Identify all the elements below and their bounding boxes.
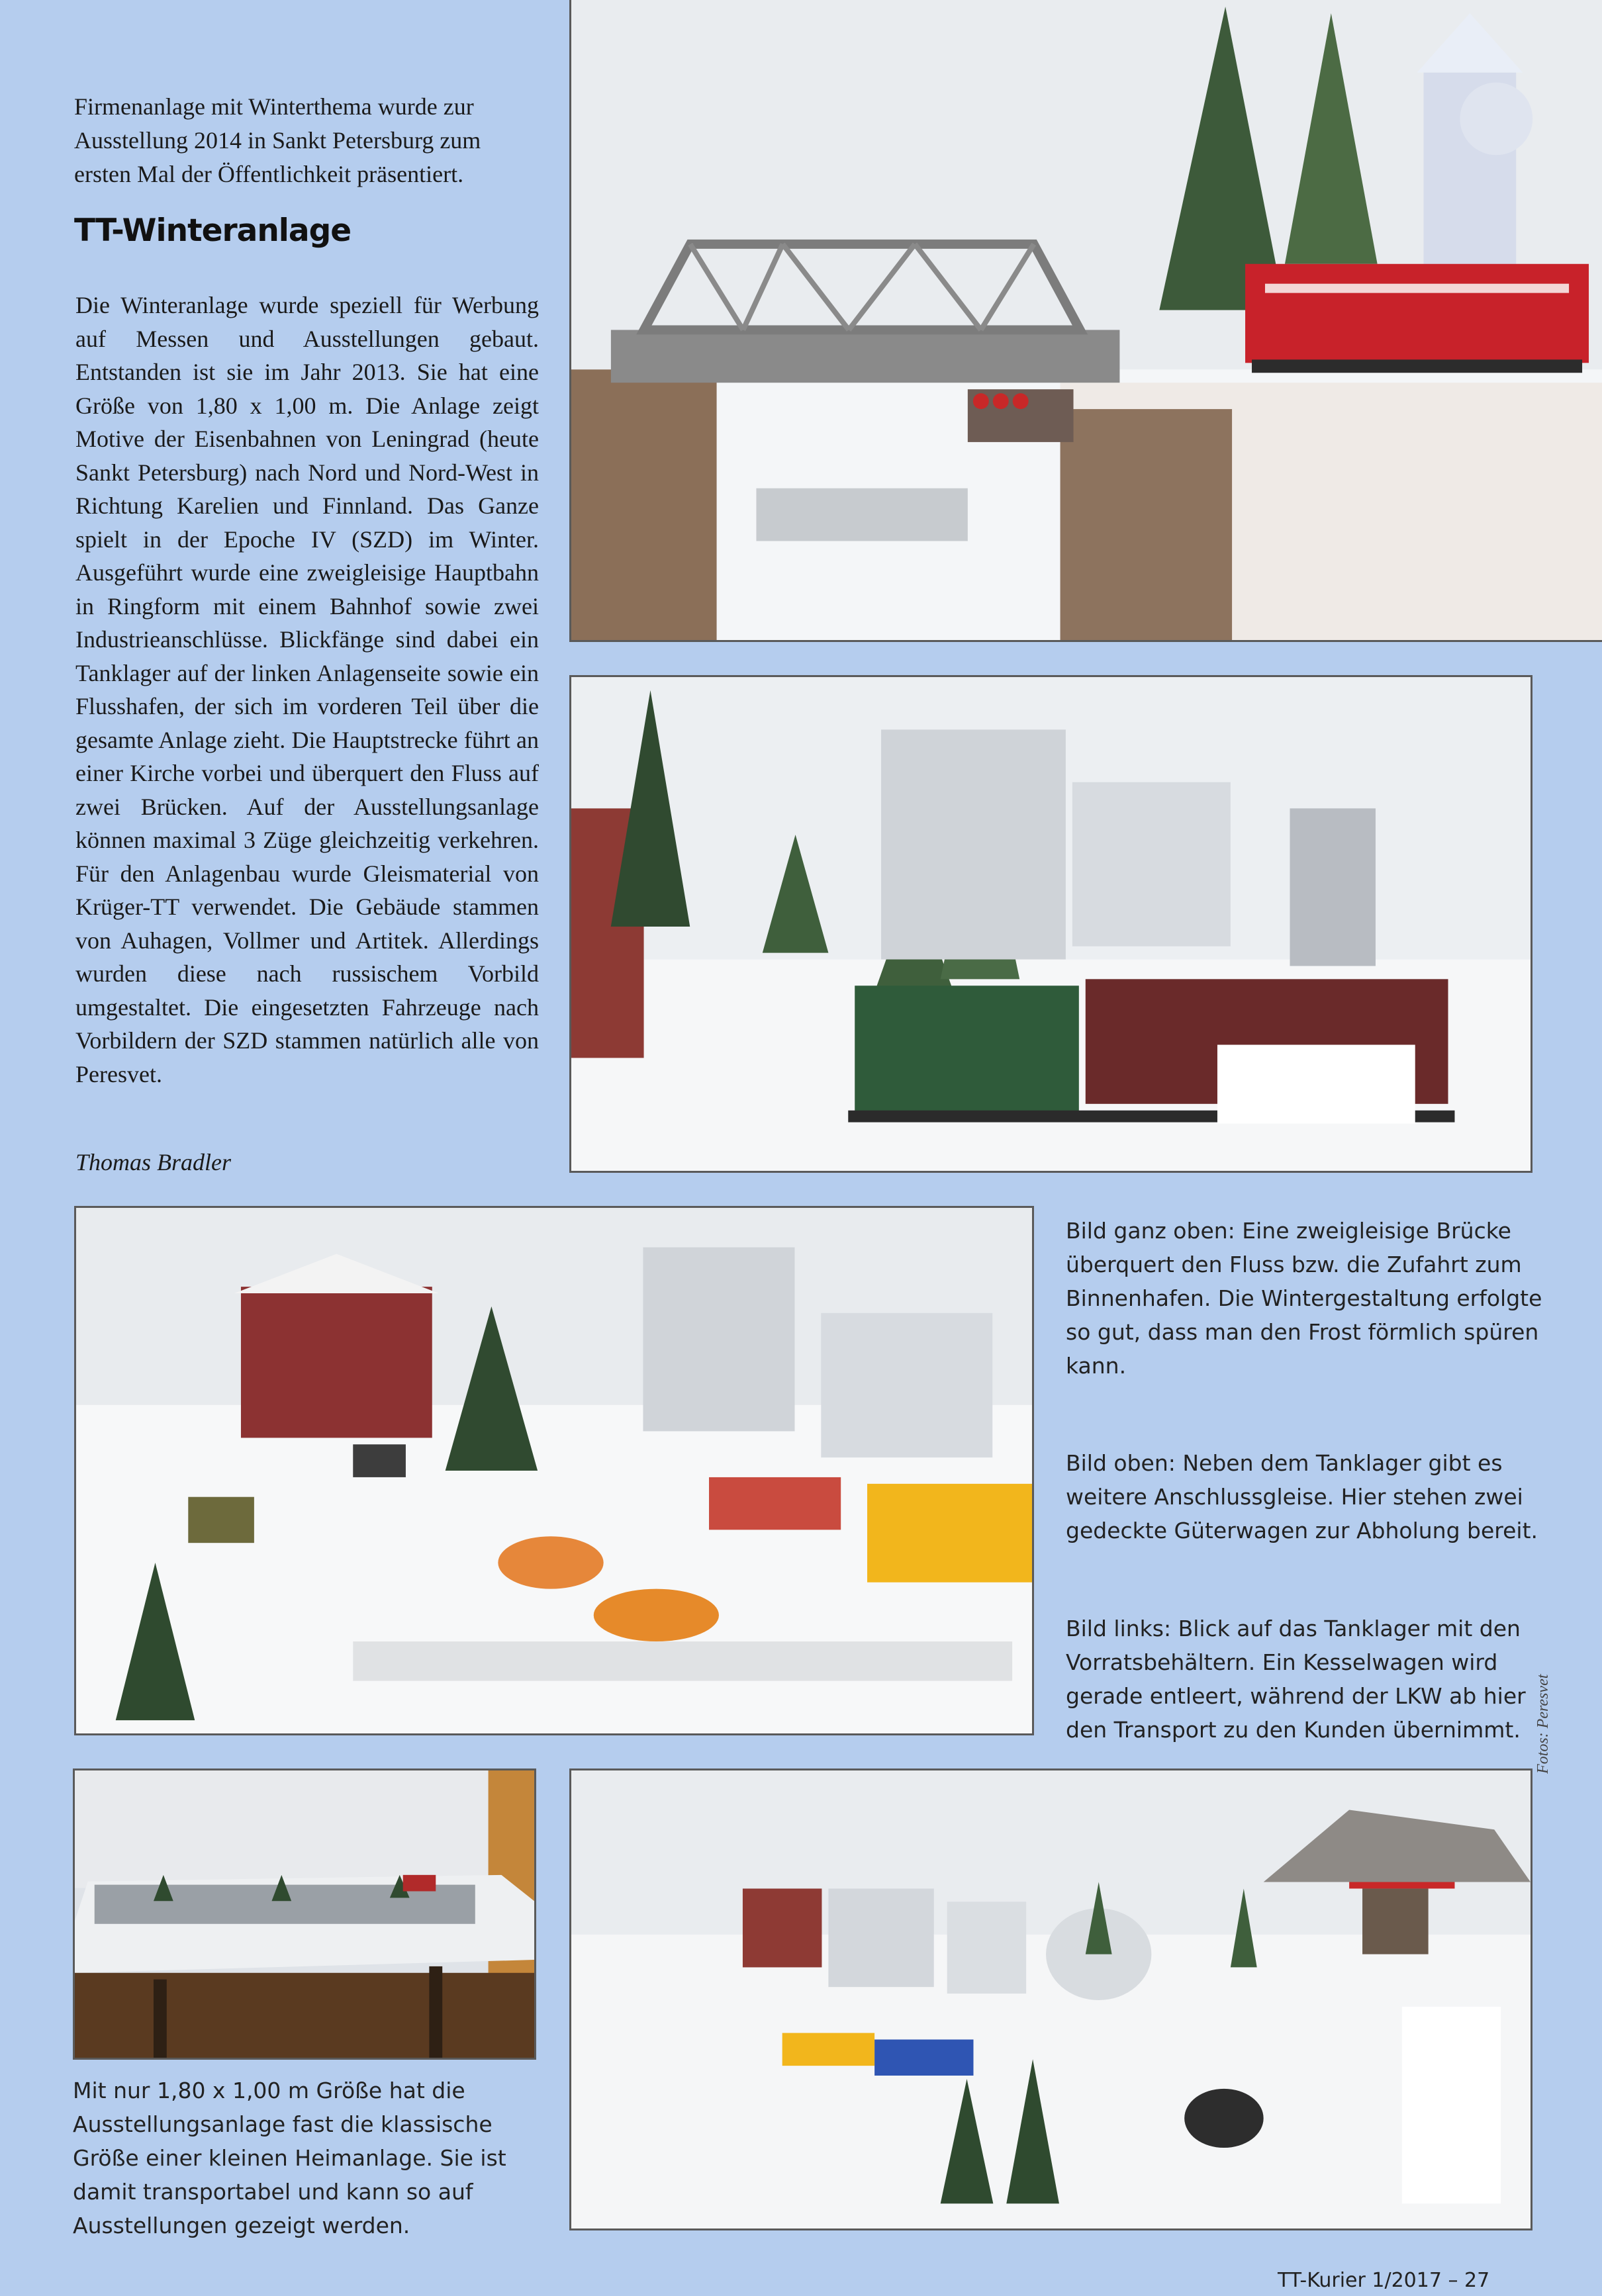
caption-middle-photo: Bild oben: Neben dem Tanklager gibt es weitere Anschlussgleise. Hier stehen zwei gedeckte Güterwagen zur Abholung bereit. — [1066, 1450, 1538, 1543]
article-body: Die Winteranlage wurde speziell für Werbung auf Messen und Ausstellungen gebaut. Entstanden ist sie im Jahr 2013. Sie hat eine Größe von 1,80 x 1,00 m. Die Anlage zeigt Motive der Eisenbahnen von Leningrad (heute Sankt Petersburg) nach Nord und Nord-West in Richtung Karelien und Finnland. Das Ganze spielt in der Epoche IV (SZD) im Winter. Ausgeführt wurde eine zweigleisige Hauptbahn in Ringform mit einem Bahnhof sowie zwei Industrieanschlüsse. Blickfänge sind dabei ein Tanklager auf der linken Anlagenseite sowie ein Flusshafen, der sich im vorderen Teil über die gesamte Anlage zieht. Die Hauptstrecke führt an einer Kirche vorbei und überquert den Fluss auf zwei Brücken. Auf der Ausstellungsanlage können maximal 3 Züge gleichzeitig verkehren. Für den Anlagenbau wurde Gleismaterial von Krüger-TT verwendet. Die Gebäude stammen von Auhagen, Vollmer und Artitek. Allerdings wurden diese nach russischem Vorbild umgestaltet. Die eingesetzten Fahrzeuge nach Vorbildern der SZD stammen natürlich alle von Peresvet. — [75, 292, 539, 1087]
page-footer: TT-Kurier 1/2017 – 27 — [1278, 2269, 1490, 2292]
caption-overview-photo: Mit nur 1,80 x 1,00 m Größe hat die Ausstellungsanlage fast die klassische Größe einer kleinen Heimanlage. Sie ist damit transportabel und kann so auf Ausstellungen gezeigt werden. — [73, 2078, 506, 2238]
photo-tank-depot — [74, 1206, 1034, 1735]
photo-layout-overview — [73, 1768, 536, 2060]
caption-left-photo: Bild links: Blick auf das Tanklager mit den Vorratsbehältern. Ein Kesselwagen wird gerade entleert, während der LKW ab hier den Transport zu den Kunden übernimmt. — [1066, 1616, 1526, 1743]
section-heading: TT-Winteranlage — [74, 212, 352, 249]
photo-bridge-locomotive — [569, 0, 1602, 642]
author-name: Thomas Bradler — [75, 1149, 232, 1175]
photo-freight-wagons — [569, 675, 1532, 1173]
caption-top-photo: Bild ganz oben: Eine zweigleisige Brücke überquert den Fluss bzw. die Zufahrt zum Binnenhafen. Die Wintergestaltung erfolgte so gut, dass man den Frost förmlich spüren kann. — [1066, 1218, 1542, 1379]
intro-paragraph: Firmenanlage mit Winterthema wurde zur Ausstellung 2014 in Sankt Petersburg zum ersten Mal der Öffentlichkeit präsentiert. — [74, 93, 481, 187]
photo-credit: Fotos: Peresvet — [1534, 1674, 1552, 1774]
photo-full-layout — [569, 1768, 1532, 2230]
